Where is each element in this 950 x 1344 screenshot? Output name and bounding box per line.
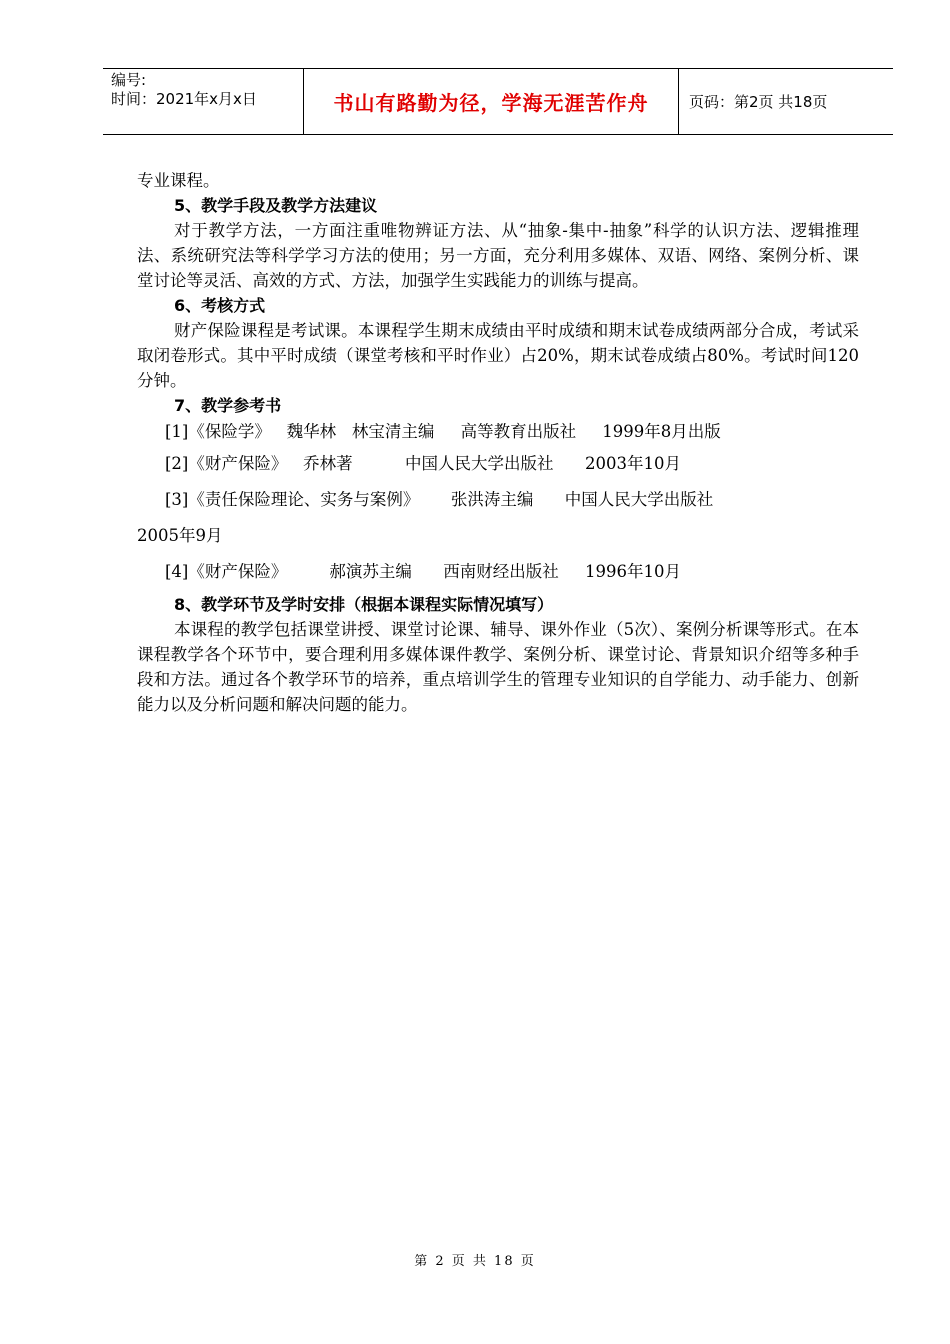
header-meta-cell <box>103 69 304 134</box>
header-motto: 书山有路勤为径，学海无涯苦作舟 <box>304 69 679 134</box>
section-8-heading: 8、教学环节及学时安排（根据本课程实际情况填写） <box>174 595 554 614</box>
section-6-paragraph: 财产保险课程是考试课。本课程学生期末成绩由平时成绩和期末试卷成绩两部分合成，考试采取闭卷形式。其中平时成绩（课堂考核和平时作业）占20%，期末试卷成绩占80%。考试时间120分钟。 <box>137 321 859 390</box>
section-6-heading: 6、考核方式 <box>174 296 266 315</box>
reference-item: [2]《财产保险》 乔林著 中国人民大学出版社 2003年10月 <box>165 454 682 473</box>
header-page-info: 页码：第2页 共18页 <box>689 93 828 111</box>
document-body <box>137 168 859 717</box>
document-time-label: 时间：2021年x月x日 <box>111 90 257 108</box>
section-5-heading: 5、教学手段及教学方法建议 <box>174 196 378 215</box>
continuation-text: 专业课程。 <box>137 171 220 190</box>
reference-item: [3]《责任保险理论、实务与案例》 张洪涛主编 中国人民大学出版社 <box>165 490 714 509</box>
document-number-label: 编号: <box>111 71 147 89</box>
document-header <box>103 68 893 135</box>
section-7-heading: 7、教学参考书 <box>174 396 282 415</box>
section-8-paragraph: 本课程的教学包括课堂讲授、课堂讨论课、辅导、课外作业（5次）、案例分析课等形式。在本课程教学各个环节中，要合理利用多媒体课件教学、案例分析、课堂讨论、背景知识介绍等多种手段和方法。通过各个教学环节的培养，重点培训学生的管理专业知识的自学能力、动手能力、创新能力以及分析问题和解决问题的能力。 <box>137 620 859 714</box>
section-5-paragraph: 对于教学方法，一方面注重唯物辨证方法、从“抽象-集中-抽象”科学的认识方法、逻辑推理法、系统研究法等科学学习方法的使用；另一方面，充分利用多媒体、双语、网络、案例分析、课堂讨论等灵活、高效的方式、方法，加强学生实践能力的训练与提高。 <box>137 221 859 290</box>
reference-item-continuation: 2005年9月 <box>137 526 223 545</box>
reference-item: [1]《保险学》 魏华林 林宝清主编 高等教育出版社 1999年8月出版 <box>165 422 721 441</box>
reference-item: [4]《财产保险》 郝演苏主编 西南财经出版社 1996年10月 <box>165 562 682 581</box>
page-footer: 第 2 页 共 18 页 <box>414 1254 536 1269</box>
